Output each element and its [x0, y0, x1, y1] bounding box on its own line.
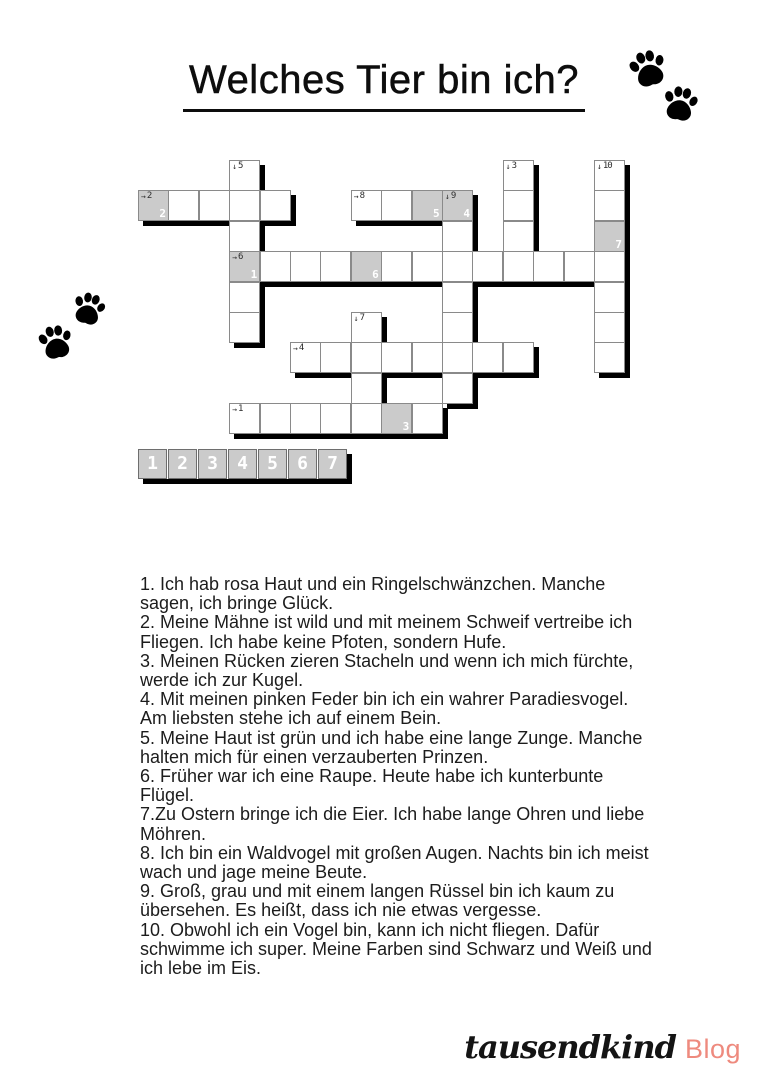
- grid-cell: [472, 342, 503, 373]
- grid-cell: [442, 373, 473, 404]
- grid-cell: [229, 190, 260, 221]
- grid-cell: [442, 342, 473, 373]
- grid-cell: [320, 403, 351, 434]
- arrow-right-icon: →: [232, 405, 238, 415]
- clue: 1. Ich hab rosa Haut und ein Ringelschwänzchen. Manche sagen, ich bringe Glück.: [140, 574, 606, 614]
- clue: 4. Mit meinen pinken Feder bin ich ein wahrer Paradiesvogel. Am liebsten stehe ich auf einem Bein.: [140, 689, 629, 729]
- clue: 7.Zu Ostern bringe ich die Eier. Ich habe lange Ohren und liebe Möhren.: [140, 804, 645, 844]
- clue: 5. Meine Haut ist grün und ich habe eine lange Zunge. Manche halten mich für einen verzauberten Prinzen.: [140, 727, 643, 767]
- grid-cell: [533, 251, 564, 282]
- arrow-right-icon: →: [293, 344, 298, 354]
- grid-cell: [503, 190, 534, 221]
- clue-number-label: → 6: [232, 252, 243, 263]
- grid-cell: [442, 282, 473, 313]
- grid-cell: [594, 160, 625, 191]
- clue-number-label: ↓ 10: [597, 161, 612, 171]
- grid-cell: [594, 221, 625, 252]
- grid-cell: [229, 282, 260, 313]
- grid-cell: [381, 403, 412, 434]
- grid-cell: [351, 251, 382, 282]
- answer-letter-number: 1: [250, 268, 258, 282]
- answer-strip-cell: 4: [228, 449, 257, 479]
- grid-cell: [229, 221, 260, 252]
- grid-cell: [381, 342, 412, 373]
- answer-strip-cell: 7: [318, 449, 347, 479]
- arrow-down-icon: ↓: [505, 162, 511, 171]
- grid-cell: [442, 251, 473, 282]
- grid-cell: [503, 221, 534, 252]
- grid-cell: [260, 403, 291, 434]
- clue-number-label: → 4: [293, 343, 304, 354]
- grid-cell: [229, 160, 260, 191]
- grid-cell: [381, 251, 412, 282]
- arrow-right-icon: →: [353, 192, 359, 202]
- grid-cell: [412, 403, 443, 434]
- answer-letter-number: 2: [159, 207, 166, 221]
- grid-cell: [260, 251, 291, 282]
- grid-cell: [503, 160, 534, 191]
- clue: 8. Ich bin ein Waldvogel mit großen Augen. Nachts bin ich meist wach und jage meine Beute.: [140, 842, 649, 883]
- grid-cell: [320, 342, 351, 373]
- clue-number-label: ↓ 3: [505, 161, 517, 171]
- clue-number-label: ↓ 5: [232, 161, 243, 171]
- grid-cell: [442, 190, 473, 221]
- grid-cell: [351, 373, 382, 404]
- crossword-grid: [0, 0, 768, 500]
- grid-cell: [229, 251, 260, 282]
- clue: 10. Obwohl ich ein Vogel bin, kann ich nicht fliegen. Dafür schwimme ich super. Meine Farben sind Schwarz und Weiß und ich lebe im Eis.: [140, 919, 652, 979]
- clue-number-label: → 2: [141, 191, 152, 202]
- strip-shadow: [143, 479, 352, 484]
- clue: 2. Meine Mähne ist wild und mit meinem Schweif vertreibe ich Fliegen. Ich habe keine Pfoten, sondern Hufe.: [140, 612, 633, 652]
- answer-strip: [138, 449, 358, 489]
- grid-cell: [503, 342, 534, 373]
- grid-cell: [290, 342, 321, 373]
- grid-cell: [412, 251, 443, 282]
- clue: 6. Früher war ich eine Raupe. Heute habe ich kunterbunte Flügel.: [140, 766, 604, 806]
- grid-cell: [290, 251, 321, 282]
- grid-cell: [412, 190, 443, 221]
- grid-cell: [138, 190, 169, 221]
- grid-cell: [442, 221, 473, 252]
- strip-shadow: [347, 454, 352, 484]
- arrow-right-icon: →: [232, 253, 238, 263]
- grid-cell: [503, 251, 534, 282]
- answer-letter-number: 4: [463, 207, 470, 221]
- clue-number-label: ↓ 7: [353, 313, 365, 323]
- answer-letter-number: 3: [402, 420, 410, 434]
- grid-cell: [594, 190, 625, 221]
- clue-number-label: → 1: [232, 404, 243, 415]
- grid-cell: [320, 251, 351, 282]
- grid-cell: [351, 342, 382, 373]
- answer-letter-number: 7: [615, 237, 622, 251]
- clue: 3. Meinen Rücken zieren Stacheln und wenn ich mich fürchte, werde ich zur Kugel.: [140, 650, 634, 691]
- clue-number-label: ↓ 9: [445, 191, 456, 202]
- arrow-down-icon: ↓: [445, 192, 450, 202]
- clue: 9. Groß, grau und mit einem langen Rüssel bin ich kaum zu übersehen. Es heißt, dass ich nie etwas vergesse.: [140, 881, 615, 921]
- grid-cell: [229, 403, 260, 434]
- answer-letter-number: 6: [372, 268, 379, 282]
- arrow-right-icon: →: [141, 192, 146, 202]
- grid-cell: [564, 251, 595, 282]
- page-title: Welches Tier bin ich?: [183, 58, 585, 112]
- grid-cell: [442, 312, 473, 343]
- grid-cell: [351, 312, 382, 343]
- grid-cell: [351, 190, 382, 221]
- grid-cell: [594, 312, 625, 343]
- brand-wordmark: tausendkind: [464, 1028, 676, 1066]
- brand-blog-label: Blog: [684, 1034, 741, 1064]
- answer-strip-cell: 2: [168, 449, 197, 479]
- answer-letter-number: 5: [432, 207, 440, 221]
- grid-cell: [260, 190, 291, 221]
- grid-cell: [594, 342, 625, 373]
- answer-strip-cell: 1: [138, 449, 167, 479]
- footer-logo: [464, 1028, 741, 1066]
- grid-cell: [290, 403, 321, 434]
- clues-list: [140, 575, 655, 978]
- grid-cell: [594, 251, 625, 282]
- grid-cell: [351, 403, 382, 434]
- arrow-down-icon: ↓: [353, 314, 359, 323]
- grid-cell: [229, 312, 260, 343]
- answer-strip-cell: 3: [198, 449, 227, 479]
- arrow-down-icon: ↓: [597, 162, 602, 171]
- grid-cell: [472, 251, 503, 282]
- clue-number-label: → 8: [353, 191, 365, 202]
- grid-cell: [381, 190, 412, 221]
- answer-strip-cell: 5: [258, 449, 287, 479]
- answer-strip-cell: 6: [288, 449, 317, 479]
- grid-cell: [199, 190, 230, 221]
- grid-cell: [168, 190, 199, 221]
- grid-cell: [594, 282, 625, 313]
- grid-cell: [412, 342, 443, 373]
- arrow-down-icon: ↓: [232, 162, 238, 171]
